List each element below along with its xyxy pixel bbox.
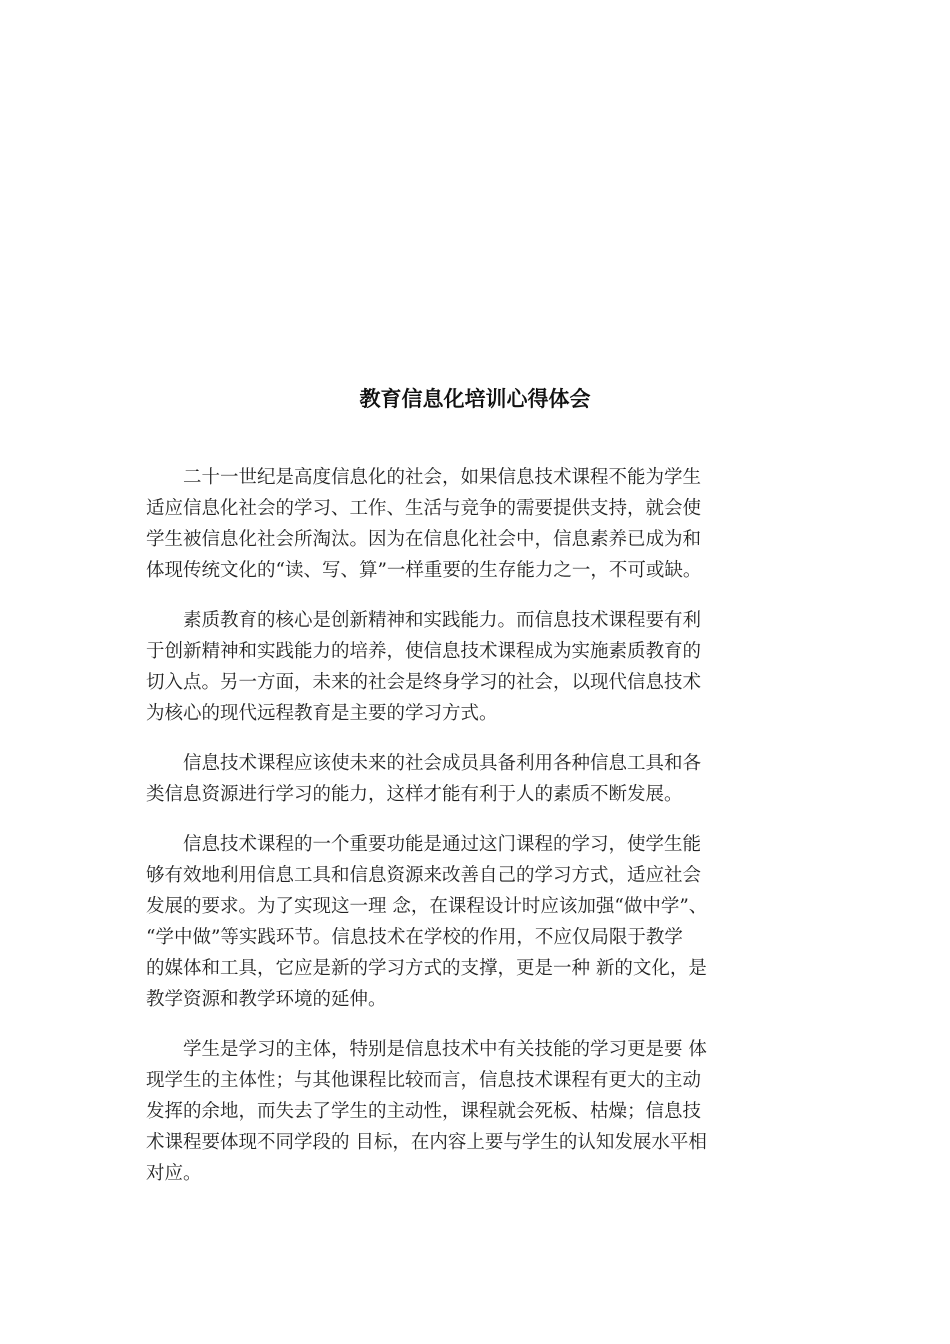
text-line: 对应。: [146, 1163, 202, 1184]
paragraph-3: [146, 748, 814, 810]
text-line: 切入点。另一方面，未来的社会是终身学习的社会，以现代信息技术: [146, 672, 702, 693]
paragraph-4: [146, 829, 814, 1015]
document-title: 教育信息化培训心得体会: [359, 387, 591, 411]
paragraph-5: [146, 1034, 814, 1189]
text-line: 学生是学习的主体，特别是信息技术中有关技能的学习更是要 体: [146, 1039, 707, 1060]
paragraph-2: [146, 605, 814, 729]
text-line: 二十一世纪是高度信息化的社会，如果信息技术课程不能为学生: [146, 467, 702, 488]
text-line: 素质教育的核心是创新精神和实践能力。而信息技术课程要有利: [146, 610, 702, 631]
text-line: 术课程要体现不同学段的 目标，在内容上要与学生的认知发展水平相: [146, 1132, 707, 1153]
text-line: 发挥的余地，而失去了学生的主动性，课程就会死板、枯燥；信息技: [146, 1101, 702, 1122]
text-line: 现学生的主体性；与其他课程比较而言，信息技术课程有更大的主动: [146, 1070, 702, 1091]
text-line: 教学资源和教学环境的延伸。: [146, 989, 387, 1010]
text-line: 为核心的现代远程教育是主要的学习方式。: [146, 703, 498, 724]
text-line: 信息技术课程的一个重要功能是通过这门课程的学习，使学生能: [146, 834, 702, 855]
text-line: 类信息资源进行学习的能力，这样才能有利于人的素质不断发展。: [146, 784, 683, 805]
document-body: [146, 462, 814, 1208]
text-line: 学生被信息化社会所淘汰。因为在信息化社会中，信息素养已成为和: [146, 529, 702, 550]
text-line: 体现传统文化的“读、写、算”一样重要的生存能力之一，不可或缺。: [146, 560, 702, 581]
text-line: 的媒体和工具，它应是新的学习方式的支撑，更是一种 新的文化，是: [146, 958, 707, 979]
text-line: 发展的要求。为了实现这一理 念，在课程设计时应该加强“做中学”、: [146, 896, 708, 917]
paragraph-1: [146, 462, 814, 586]
text-line: 够有效地利用信息工具和信息资源来改善自己的学习方式，适应社会: [146, 865, 702, 886]
text-line: 于创新精神和实践能力的培养，使信息技术课程成为实施素质教育的: [146, 641, 702, 662]
text-line: 信息技术课程应该使未来的社会成员具备利用各种信息工具和各: [146, 753, 702, 774]
text-line: “学中做”等实践环节。信息技术在学校的作用，不应仅局限于教学: [146, 927, 683, 948]
text-line: 适应信息化社会的学习、工作、生活与竞争的需要提供支持，就会使: [146, 498, 702, 519]
